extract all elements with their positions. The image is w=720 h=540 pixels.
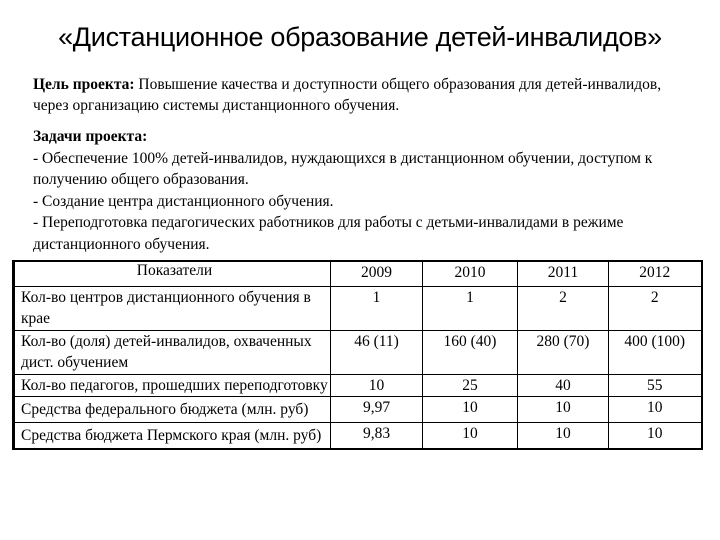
row-label: Кол-во педагогов, прошедших переподготовку xyxy=(14,374,331,397)
cell-value: 280 (70) xyxy=(518,330,609,374)
cell-value: 46 (11) xyxy=(331,330,423,374)
table-row xyxy=(14,397,702,423)
cell-value: 1 xyxy=(423,286,518,330)
cell-value: 10 xyxy=(518,397,609,423)
page-title: «Дистанционное образование детей-инвалидов» xyxy=(58,22,662,52)
header-indicators: Показатели xyxy=(14,261,331,286)
row-label: Средства федерального бюджета (млн. руб) xyxy=(14,397,331,423)
cell-value: 10 xyxy=(518,423,609,450)
cell-value: 9,83 xyxy=(331,423,423,450)
header-year: 2012 xyxy=(609,261,702,286)
cell-value: 1 xyxy=(331,286,423,330)
cell-value: 10 xyxy=(423,423,518,450)
task-item: - Обеспечение 100% детей-инвалидов, нуждающихся в дистанционном обучении, доступом к получению общего образования. xyxy=(33,149,653,188)
row-label: Кол-во (доля) детей-инвалидов, охваченных дист. обучением xyxy=(14,330,331,374)
cell-value: 400 (100) xyxy=(609,330,702,374)
header-year: 2009 xyxy=(331,261,423,286)
table-row xyxy=(14,374,702,397)
cell-value: 2 xyxy=(609,286,702,330)
table-row xyxy=(14,423,702,450)
tasks-label: Задачи проекта: xyxy=(33,128,148,145)
cell-value: 10 xyxy=(609,423,702,450)
goal-text: Повышение качества и доступности общего образования для детей-инвалидов, через организацию системы дистанционного обучения. xyxy=(33,76,662,114)
cell-value: 55 xyxy=(609,374,702,397)
project-goal xyxy=(33,74,697,116)
indicators-table xyxy=(12,260,703,450)
row-label: Средства бюджета Пермского края (млн. руб) xyxy=(14,423,331,450)
cell-value: 10 xyxy=(609,397,702,423)
table-row xyxy=(14,286,702,330)
table-row xyxy=(14,330,702,374)
header-year: 2011 xyxy=(518,261,609,286)
cell-value: 2 xyxy=(518,286,609,330)
cell-value: 40 xyxy=(518,374,609,397)
cell-value: 25 xyxy=(423,374,518,397)
row-label: Кол-во центров дистанционного обучения в крае xyxy=(14,286,331,330)
project-tasks xyxy=(33,126,697,255)
table-header-row xyxy=(14,261,702,286)
task-item: - Создание центра дистанционного обучения. xyxy=(33,192,334,210)
header-year: 2010 xyxy=(423,261,518,286)
cell-value: 10 xyxy=(423,397,518,423)
cell-value: 160 (40) xyxy=(423,330,518,374)
cell-value: 10 xyxy=(331,374,423,397)
cell-value: 9,97 xyxy=(331,397,423,423)
goal-label: Цель проекта: xyxy=(33,76,135,93)
task-item: - Переподготовка педагогических работников для работы с детьми-инвалидами в режиме дистанционного обучения. xyxy=(33,214,624,253)
